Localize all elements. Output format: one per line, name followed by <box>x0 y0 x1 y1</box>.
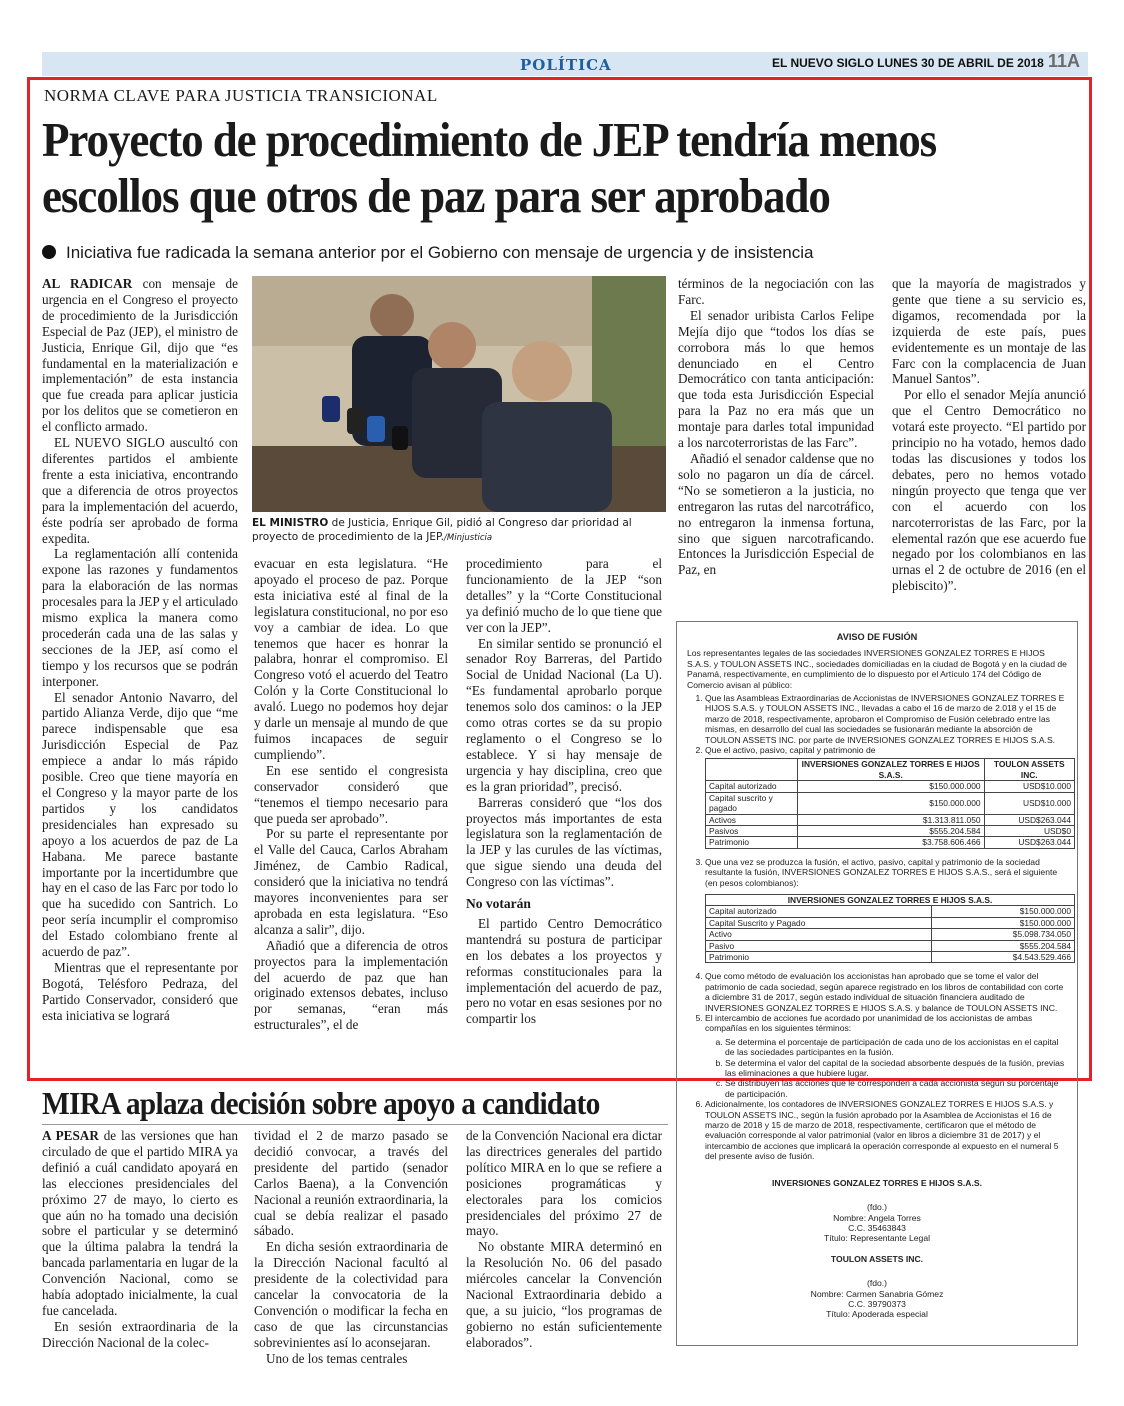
table-cell: $150.000.000 <box>797 781 984 792</box>
table-row <box>706 792 1075 814</box>
merger-notice <box>676 621 1078 1346</box>
paragraph: El senador Antonio Navarro, del partido Alianza Verde, dijo que “me parece indispensable que esa Jurisdicción Especial de Paz empiece a andar lo más rápido posible. Creo que tiene mayoría en el Congreso y la mayor parte de los partidos y los candidatos presidenciales han expresado su apoyo a los acuerdos de paz de La Habana. Me parece bastante importante por la incertidumbre que hay en el caso de las Farc por todo lo que ha sucedido con Santrich. Lo peor sería incumplir el compromiso del Estado colombiano frente al acuerdo de paz”. <box>42 689 238 960</box>
page-number: 11A <box>1048 51 1081 71</box>
article2-headline: MIRA aplaza decisión sobre apoyo a candidato <box>42 1085 600 1121</box>
table-cell: $555.204.584 <box>932 940 1075 951</box>
photo-caption <box>252 516 668 545</box>
notice-title: AVISO DE FUSIÓN <box>836 632 918 642</box>
article-column-3-bottom <box>466 556 662 1027</box>
article2-column-2 <box>254 1128 448 1367</box>
paragraph: que la mayoría de magistrados y gente que tiene a su servicio es, digamos, recomendada por la izquierda de este país, pues evidentemente es un montaje de las Farc con la complacencia de Juan Manuel Santos”. <box>892 276 1086 387</box>
table-cell: Pasivo <box>706 940 932 951</box>
table-cell: Capital Suscrito y Pagado <box>706 917 932 928</box>
table-row <box>706 837 1075 848</box>
table-row <box>706 814 1075 825</box>
paragraph: La reglamentación allí contenida expone las razones y fundamentos para la elaboración de las normas procesales para la JEP y el articulado mismo explica la manera como procederán cada una de las salas y secciones de la JEP, así como el tiempo y los recursos que se podrán interponer. <box>42 546 238 689</box>
table-row <box>706 917 1075 928</box>
paragraph <box>42 276 238 435</box>
article2-column-1 <box>42 1128 238 1351</box>
article-column-3-top <box>678 276 874 578</box>
signatory-name: Nombre: Angela Torres <box>833 1212 921 1223</box>
paragraph: Por su parte el representante por el Valle del Cauca, Carlos Abraham Jiménez, de Cambio Radical, consideró que la iniciativa no tendrá mayores inconvenientes para ser aprobada en esta legislatura. “Eso alcanza a salir”, dijo. <box>254 826 448 937</box>
signature-mark: (fdo.) <box>866 1202 888 1213</box>
table-cell: Capital autorizado <box>706 781 798 792</box>
signatory-id: C.C. 35463843 <box>848 1222 906 1233</box>
notice-item-5 <box>705 1013 1067 1099</box>
table-cell: $3.758.606.466 <box>797 837 984 848</box>
article-column-4 <box>892 276 1086 594</box>
balance-table <box>705 758 1075 848</box>
table-cell: USD$10.000 <box>984 792 1074 814</box>
paragraph: Barreras consideró que “los dos proyectos más importantes de esta legislatura son la reglamentación de la JEP y las curules de las víctimas, que sigue siendo una deuda del Congreso con las víctimas”. <box>466 794 662 890</box>
paragraph-text: de las versiones que han circulado de que el partido MIRA ya definió a cuál candidato apoyará en las elecciones presidenciales del próximo 27 de mayo, lo cierto es que aún no ha tomado una decisión sobre el particular y se determinó que la última palabra la tendrá la bancada parlamentaria en lugar de la Convención Nacional, como se había adoptado inicialmente, la cual fue cancelada. <box>42 1128 238 1318</box>
table-row <box>706 951 1075 962</box>
section-label: POLÍTICA <box>520 56 612 74</box>
notice-intro: Los representantes legales de las sociedades INVERSIONES GONZALEZ TORRES E HIJOS S.A.S. y TOULON ASSETS INC., sociedades domiciliadas en la ciudad de Bogotá y en la ciudad de Panamá, respectivamente, en cumplimiento de lo dispuesto por el Artículo 174 del Código de Comercio avisan al público: <box>687 648 1067 690</box>
table-cell: Capital suscrito y pagado <box>706 792 798 814</box>
table-row <box>706 906 1075 917</box>
table-cell: Patrimonio <box>706 951 932 962</box>
signatory-title: Título: Apoderada especial <box>826 1309 928 1320</box>
notice-item-3 <box>705 856 1071 964</box>
notice-item-text: Que el activo, pasivo, capital y patrimonio de <box>705 745 876 756</box>
notice-item-text: Que una vez se produzca la fusión, el activo, pasivo, capital y patrimonio de la sociedad resultante la fusión, INVERSIONES GONZALEZ TORRES E HIJOS S.A.S., será el siguiente (en pesos colombianos): <box>705 856 1058 888</box>
subhead-text: Iniciativa fue radicada la semana anterior por el Gobierno con mensaje de urgencia y de insistencia <box>66 243 814 262</box>
paragraph: En similar sentido se pronunció el senador Roy Barreras, del Partido Social de Unidad Nacional (La U). “Es fundamental aprobarlo porque tenemos solo dos caminos: o la JEP como otras cortes se da su propio reglamento o el Congreso se lo establece. Y si hay mensaje de urgencia y hay disciplina, creo que es la gran prioridad”, precisó. <box>466 635 662 794</box>
article-subhead <box>42 243 814 263</box>
paragraph: No obstante MIRA determinó en la Resolución No. 06 del pasado miércoles cancelar la Convención Nacional Extraordinaria debido a que, a su juicio, “los programas de gobierno no están suficientemente elaborados”. <box>466 1239 662 1350</box>
article-column-2 <box>254 556 448 1033</box>
table-cell: USD$263.044 <box>984 814 1074 825</box>
article2-column-3 <box>466 1128 662 1351</box>
paper-date: EL NUEVO SIGLO LUNES 30 DE ABRIL DE 2018 <box>772 56 1044 70</box>
table-cell: $555.204.584 <box>797 825 984 836</box>
paragraph: En dicha sesión extraordinaria de la Dirección Nacional facultó al presidente de la colectividad para cancelar la convocatoria de la Convención o modificar la fecha en caso de que las circunstancias sobrevinientes así lo aconsejaran. <box>254 1239 448 1350</box>
lead-word: A PESAR <box>42 1128 99 1143</box>
paragraph: Añadió que a diferencia de otros proyectos para la implementación del acuerdo de paz que han originado extensos debates, incluso por semanas, “eran más estructurales”, el de <box>254 937 448 1033</box>
merged-balance-table <box>705 894 1075 963</box>
paragraph: de la Convención Nacional era dictar las directrices generales del partido político MIRA en lo que se refiere a posiciones programáticas y electorales para los comicios presidenciales del próximo 27 de mayo. <box>466 1128 662 1239</box>
table-cell: $150.000.000 <box>932 906 1075 917</box>
paragraph: El senador uribista Carlos Felipe Mejía dijo que “todos los días se corrobora más lo que hemos denunciado en el Centro Democrático con tanta anticipación: que toda esta Jurisdicción Especial para la Paz no era más que un montaje para darles total impunidad a los narcoterroristas de las Farc”. <box>678 307 874 451</box>
table-cell: $1.313.811.050 <box>797 814 984 825</box>
photo-illustration <box>252 276 666 512</box>
article-column-1 <box>42 276 238 1024</box>
paragraph: Añadió el senador caldense que no solo no pagaron un día de cárcel. “No se sometieron a la justicia, no entregaron las rutas del narcotráfico, no entregaron la inmensa fortuna, sino que siguen narcotraficando. Entonces la Jurisdicción Especial de Paz, en <box>678 450 874 578</box>
caption-lead: EL MINISTRO <box>252 517 329 529</box>
photo-credit: /Minjusticia <box>444 533 493 543</box>
notice-item-1: 1. Que las Asambleas Extraordinarias de Accionistas de INVERSIONES GONZALEZ TORRES E HIJOS S.A.S. y TOULON ASSETS INC., llevadas a cabo el 16 de marzo de 2.018 y el 15 de marzo de 2018, respectivamente, aprobaron el Compromiso de Fusión celebrado entre las mismas, en desarrollo del cual las sociedades se fusionarán mediante la absorción de TOULON ASSETS INC. por parte de INVERSIONES GONZALEZ TORRES E HIJOS S.A.S. <box>705 693 1067 745</box>
paragraph: Por ello el senador Mejía anunció que el Centro Democrático no votará este proyecto. “El partido por principio no ha votado, hemos dado todas las discusiones y todos los debates, pero no hemos votado ningún proyecto que tenga que ver con el acuerdo con los narcoterroristas de las Farc, por la elemental razón que ese acuerdo fue negado por los colombianos en las urnas el 2 de octubre de 2016 (en el plebiscito)”. <box>892 387 1086 594</box>
article-kicker: NORMA CLAVE PARA JUSTICIA TRANSICIONAL <box>44 86 438 105</box>
table-header: TOULON ASSETS INC. <box>984 759 1074 781</box>
paragraph: El partido Centro Democrático mantendrá su postura de participar en los debates a los proyectos y reformas constitucionales para la implementación del acuerdo de paz, pero no votar en esas sesiones por no compartir los <box>466 915 662 1027</box>
table-cell: Capital autorizado <box>706 906 932 917</box>
table-cell: $150.000.000 <box>797 792 984 814</box>
divider <box>42 1124 668 1125</box>
paragraph: términos de la negociación con las Farc. <box>678 276 874 307</box>
signatory-company-1: INVERSIONES GONZALEZ TORRES E HIJOS S.A.S. <box>772 1177 982 1188</box>
table-header <box>706 759 798 781</box>
table-cell: Activo <box>706 929 932 940</box>
paragraph: procedimiento para el funcionamiento de la JEP “son detalles” y la “Corte Constitucional ya definió mucho de lo que tiene que ver con la JEP”. <box>466 556 662 635</box>
notice-item-6: 6. Adicionalmente, los contadores de INVERSIONES GONZALEZ TORRES E HIJOS S.A.S. y TOULON ASSETS INC., según la fusión aprobado por la Asamblea de Accionistas el 16 de marzo de 2018 y 15 de marzo de 2018, respectivamente, certificaron que el método de evaluación corresponde al valor patrimonial (valor en libros a diciembre 31 de 2017) y el intercambio de acciones que implicará la operación corresponde al expuesto en el numeral 5 del presente aviso de fusión. <box>705 1099 1067 1161</box>
paragraph: tividad el 2 de marzo pasado se decidió convocar, a través del presidente del partido (senador Carlos Baena), a la Convención Nacional a reunión extraordinaria, la cual se debía realizar el pasado sábado. <box>254 1128 448 1239</box>
table-cell: Pasivos <box>706 825 798 836</box>
table-row <box>706 929 1075 940</box>
table-cell: Activos <box>706 814 798 825</box>
signature-mark: (fdo.) <box>866 1278 888 1289</box>
paragraph <box>42 1128 238 1319</box>
news-photo <box>252 276 666 512</box>
table-header: INVERSIONES GONZALEZ TORRES E HIJOS S.A.S. <box>706 894 1075 905</box>
signatory-title: Título: Representante Legal <box>823 1233 931 1244</box>
notice-subitem-a: a. Se determina el porcentaje de participación de cada uno de los accionistas en el capital de las sociedades participantes en la fusión. <box>725 1037 1067 1058</box>
article-headline: Proyecto de procedimiento de JEP tendría menos escollos que otros de paz para ser aprobado <box>42 112 937 223</box>
signatory-name: Nombre: Carmen Sanabria Gómez <box>810 1288 944 1299</box>
bullet-icon <box>42 245 56 259</box>
signatory-company-2: TOULON ASSETS INC. <box>830 1253 924 1264</box>
table-row <box>706 781 1075 792</box>
notice-subitem-b: b. Se determina el valor del capital de la sociedad absorbente después de la fusión, previas las eliminaciones a que hubiere lugar. <box>725 1058 1067 1079</box>
paragraph: Uno de los temas centrales <box>266 1350 408 1366</box>
notice-item-4: 4. Que como método de evaluación los accionistas han aprobado que se tome el valor del patrimonio de cada sociedad, según aparece registrado en los libros de contabilidad con corte a diciembre 31 de 2017, según estado individual de situación financiera auditado de INVERSIONES GONZALEZ TORRES E HIJOS S.A.S. y balance de TOULON ASSETS INC. <box>705 971 1067 1013</box>
lead-word: AL RADICAR <box>42 276 133 291</box>
table-cell: Patrimonio <box>706 837 798 848</box>
table-cell: USD$263.044 <box>984 837 1074 848</box>
paragraph-text: con mensaje de urgencia en el Congreso el proyecto de procedimiento de la Jurisdicción Especial de Paz (JEP), el ministro de Justicia, Enrique Gil, dijo que “es fundamental en la materialización e implementación” de esta instancia que fue creada para aplicar justicia por los delitos que se cometieron en el conflicto armado. <box>42 276 238 435</box>
paragraph: evacuar en esta legislatura. “He apoyado el proceso de paz. Porque esta iniciativa esté al final de la legislatura constitucional, no por eso voy a cambiar de idea. Lo que tenemos que hacer es honrar la palabra, honrar el compromiso. El Congreso votó el acuerdo del Teatro Colón y la Corte Constitucional lo avaló. Luego no podemos hoy dejar y darle un mensaje al mundo de que fuimos incapaces de seguir cumpliendo”. <box>254 556 448 762</box>
table-cell: USD$0 <box>984 825 1074 836</box>
table-row <box>706 940 1075 951</box>
notice-subitem-c: c. Se distribuyen las acciones que le corresponden a cada accionista según su porcentaje de participación. <box>725 1078 1067 1099</box>
table-cell: USD$10.000 <box>984 781 1074 792</box>
notice-item-2 <box>705 745 1071 849</box>
section-subhead: No votarán <box>466 896 531 912</box>
signatory-id: C.C. 39790373 <box>848 1298 906 1309</box>
table-row <box>706 825 1075 836</box>
paragraph: Mientras que el representante por Bogotá, Telésforo Pedraza, del Partido Conservador, consideró que esta iniciativa se logrará <box>42 959 238 1023</box>
paragraph: EL NUEVO SIGLO auscultó con diferentes partidos el ambiente frente a esta iniciativa, encontrando que a diferencia de otros proyectos para la implementación del acuerdo, éste podría ser aprobado de forma expedita. <box>42 435 238 546</box>
paragraph: En ese sentido el congresista conservador consideró que “tenemos el tiempo necesario para que pueda ser aprobado”. <box>254 762 448 826</box>
notice-item-text: El intercambio de acciones fue acordado por unanimidad de los accionistas de ambas compañías en los siguientes términos: <box>705 1013 1033 1034</box>
table-cell: $4.543.529.466 <box>932 951 1075 962</box>
caption-text: de Justicia, Enrique Gil, pidió al Congreso dar prioridad al proyecto de procedimiento de la JEP. <box>252 517 632 543</box>
table-header: INVERSIONES GONZALEZ TORRES E HIJOS S.A.S. <box>797 759 984 781</box>
table-cell: $5.098.734.050 <box>932 929 1075 940</box>
table-cell: $150.000.000 <box>932 917 1075 928</box>
paragraph: En sesión extraordinaria de la Dirección Nacional de la colec- <box>42 1318 238 1350</box>
